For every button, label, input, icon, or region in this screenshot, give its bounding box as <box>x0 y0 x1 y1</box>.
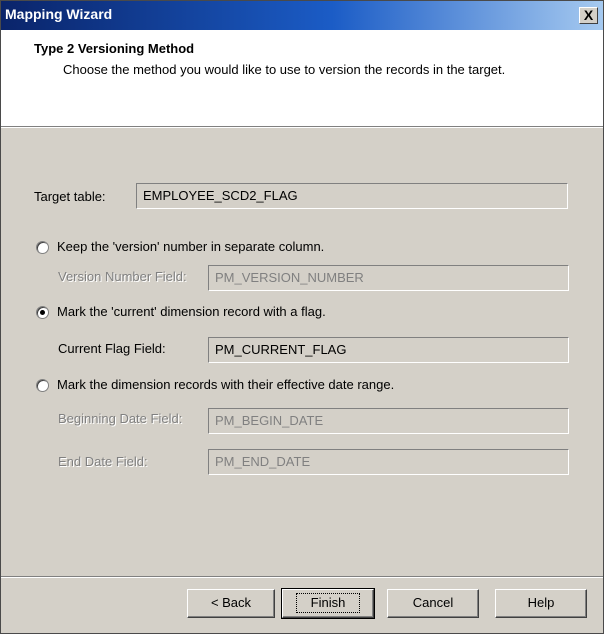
back-button[interactable]: < Back <box>187 589 275 618</box>
option-date-range-label[interactable]: Mark the dimension records with their effective date range. <box>57 377 395 392</box>
help-button[interactable]: Help <box>495 589 587 618</box>
version-number-field-label: Version Number Field: <box>58 269 187 284</box>
radio-selected-dot <box>40 310 45 315</box>
current-flag-field-label: Current Flag Field: <box>58 341 166 356</box>
option-version-number-label[interactable]: Keep the 'version' number in separate column. <box>57 239 325 254</box>
title-bar[interactable] <box>1 1 603 30</box>
finish-button-label: Finish <box>296 593 361 613</box>
wizard-header <box>1 30 603 127</box>
end-date-field-label: End Date Field: <box>58 454 148 469</box>
header-divider <box>1 127 603 128</box>
radio-version-number[interactable] <box>36 241 49 254</box>
end-date-field: PM_END_DATE <box>208 449 569 475</box>
radio-date-range[interactable] <box>36 379 49 392</box>
finish-button[interactable] <box>282 589 374 618</box>
target-table-field: EMPLOYEE_SCD2_FLAG <box>136 183 568 209</box>
step-description: Choose the method you would like to use to version the records in the target. <box>63 62 506 77</box>
target-table-label: Target table: <box>34 189 106 204</box>
current-flag-field[interactable]: PM_CURRENT_FLAG <box>208 337 569 363</box>
option-current-flag-label[interactable]: Mark the 'current' dimension record with a flag. <box>57 304 326 319</box>
footer-divider <box>1 576 603 577</box>
cancel-button[interactable]: Cancel <box>387 589 479 618</box>
radio-current-flag[interactable] <box>36 306 49 319</box>
step-title: Type 2 Versioning Method <box>34 41 195 56</box>
begin-date-field: PM_BEGIN_DATE <box>208 408 569 434</box>
close-icon[interactable]: X <box>579 7 598 24</box>
version-number-field: PM_VERSION_NUMBER <box>208 265 569 291</box>
window-title: Mapping Wizard <box>5 6 113 22</box>
begin-date-field-label: Beginning Date Field: <box>58 411 183 426</box>
